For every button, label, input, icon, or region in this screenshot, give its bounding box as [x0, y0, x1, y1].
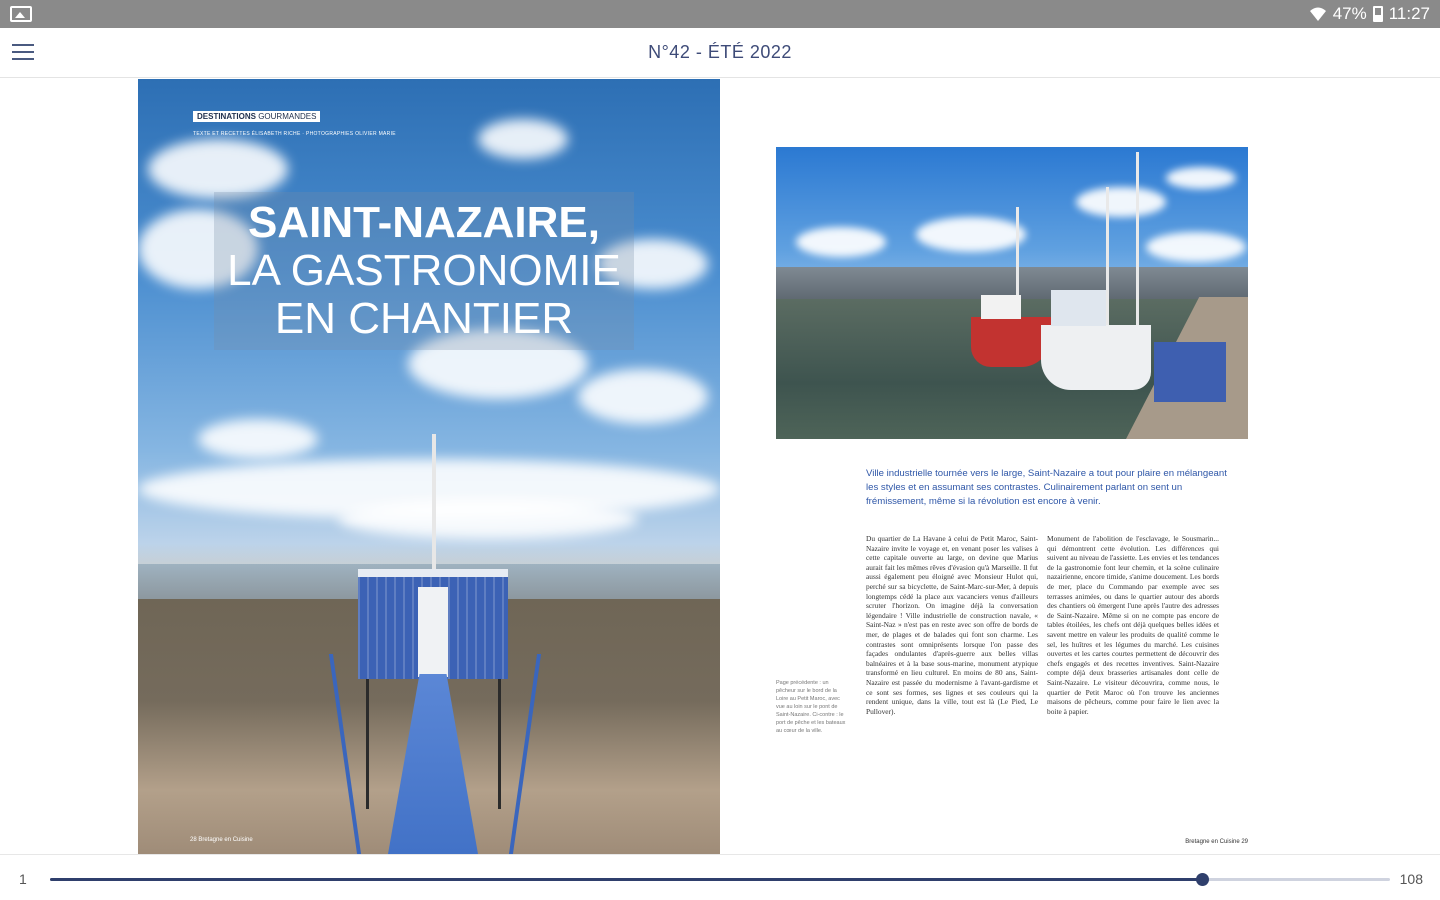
section-tag: [193, 111, 320, 122]
issue-title: N°42 - ÉTÉ 2022: [648, 42, 792, 62]
headline-line-2: LA GASTRONOMIE: [227, 246, 621, 295]
article-headline: [214, 199, 634, 343]
headline-line-1: SAINT-NAZAIRE,: [248, 198, 600, 247]
wifi-icon: [1309, 6, 1327, 22]
article-intro: Ville industrielle tournée vers le large, Saint-Nazaire a tout pour plaire en mélangeant les styles et en assumant ses contrastes. Culinairement parlant on sent un frémissement, même si la révolution est encore à venir.: [866, 468, 1227, 507]
page-folio-left: 28 Bretagne en Cuisine: [190, 837, 253, 843]
status-bar: [0, 0, 1440, 28]
app-header: [0, 28, 1440, 78]
blue-crates: [1154, 342, 1226, 402]
headline-line-3: EN CHANTIER: [274, 294, 574, 343]
mast: [432, 434, 436, 574]
clock: 11:27: [1388, 4, 1430, 23]
right-page[interactable]: [720, 79, 1302, 854]
section-tag-light: GOURMANDES: [258, 112, 317, 121]
page-navigation-bar: [0, 854, 1440, 900]
article-body-column-1: Du quartier de La Havane à celui de Petit Maroc, Saint-Nazaire invite le voyage et, en venant poser les valises à cette capitale ouverte au large, on devine que Marius aurait fait les mêmes rêves d'évasion qu'à Marseille. Il fut aussi également peu éloigné avec Monsieur Hulot qui, perché sur sa bicyclette, de Saint-Marc-sur-Mer, à depuis longtemps cédé la place aux vacanciers venus d'ailleurs scruter l'horizon. On imagine déjà la conversation légendaire ! Ville industrielle de construction navale, « Saint-Naz » n'est pas en reste avec son offre de bords de mer, de plages et de balades qui font son charme. Les contrastes sont omniprésents lorsque l'on passe des façades ondulantes d'après-guerre aux belles villas balnéaires et à la base sous-marine, monument atypique transformé en lieu culturel. En moins de 80 ans, Saint-Nazaire est passée du modernisme à l'avant-gardisme et ce sont ses formes, ses lignes et ses couleurs qui la rendent unique, dans la ville, tout est là (Le Pied, Le Pullover).: [866, 534, 1038, 716]
hut-door: [418, 587, 448, 677]
battery-level: 47%: [1332, 4, 1367, 23]
page-slider-progress: [50, 878, 1202, 881]
section-tag-bold: DESTINATIONS: [197, 112, 256, 121]
fishing-hut: [358, 569, 508, 679]
page-slider[interactable]: [50, 878, 1390, 881]
last-page-number: 108: [1399, 871, 1423, 887]
status-bar-right: [1309, 4, 1430, 24]
battery-icon: [1373, 6, 1383, 22]
article-body-column-2: Monument de l'abolition de l'esclavage, le Sousmarin... qui démontrent cette évolution. Les différences qui suivent au niveau de l'assiette. Les envies et les tendances de la gastronomie font leur chemin, et la scène culinaire nazairienne, encore timide, s'anime doucement. Les bords de mer, place du Commando par exemple avec ses terrasses animées, ou dans le quartier autour des abords des chantiers où émergent l'une après l'autre des adresses de Saint-Nazaire. Même si on ne compte pas encore de tables étoilées, les chefs ont déjà quelques belles idées et savent mettre en valeur les produits de qualité comme le sel, les huîtres et les légumes du marché. Les cuisines ouvertes et les cartes courtes permettent de découvrir des chefs engagés et des recettes inventives. Saint-Nazaire compte déjà deux brasseries artisanales dont celle de Saint-Nazaire. Le visiteur découvrira, comme nous, le quartier de Petit Maroc où l'on trouve les anciennes maisons de pêcheurs, comme pour faire le lien avec la boite à papier.: [1047, 534, 1219, 716]
harbor-photo: [776, 147, 1248, 439]
magazine-reader[interactable]: [0, 79, 1440, 854]
photo-caption: Page précédente : un pêcheur sur le bord de la Loire au Petit Maroc, avec vue au loin sur le pont de Saint-Nazaire. Ci-contre : le port de pêche et les bateaux au cœur de la ville.: [776, 680, 846, 734]
image-icon: [10, 6, 32, 22]
left-page[interactable]: [138, 79, 720, 854]
white-boat: [1041, 325, 1151, 390]
article-credit: TEXTE ET RECETTES ÉLISABETH RICHE · PHOTOGRAPHIES OLIVIER MARIE: [193, 131, 396, 137]
page-folio-right: Bretagne en Cuisine 29: [1185, 839, 1248, 845]
page-slider-thumb[interactable]: [1196, 873, 1209, 886]
first-page-number: 1: [19, 871, 27, 887]
red-boat: [971, 317, 1051, 367]
